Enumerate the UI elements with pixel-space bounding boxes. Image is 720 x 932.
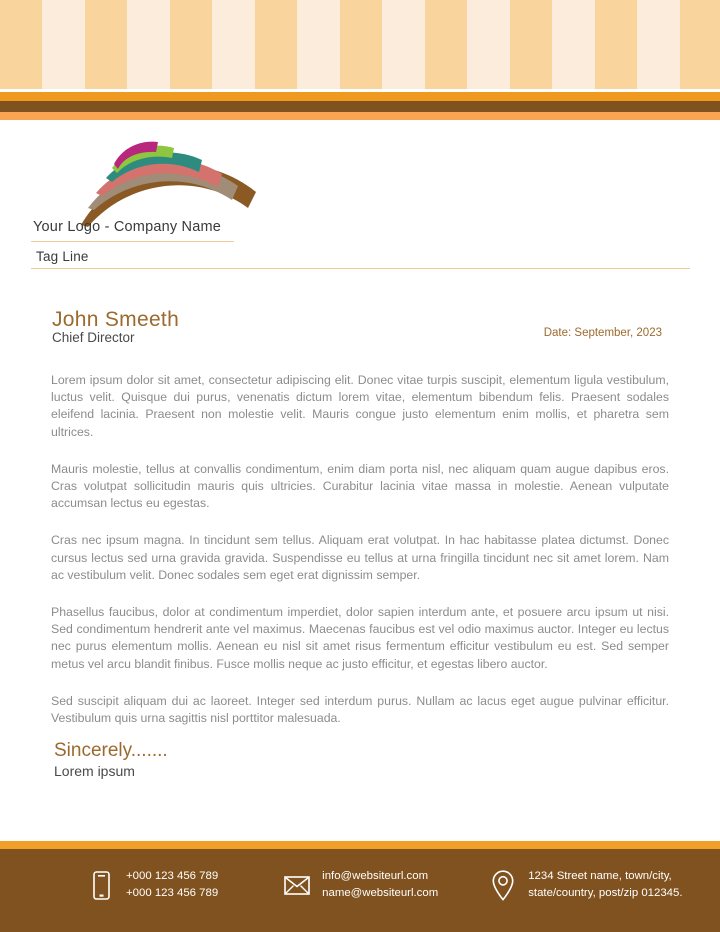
logo-name-divider	[31, 241, 234, 242]
header-stripe	[340, 0, 382, 89]
footer-phone-block	[88, 868, 218, 902]
footer-address-line1: 1234 Street name, town/city,	[528, 870, 672, 882]
footer-phone-text	[126, 868, 218, 902]
sender-name: John Smeeth	[52, 308, 180, 331]
footer	[0, 849, 720, 932]
envelope-icon	[284, 876, 310, 895]
header-stripe	[425, 0, 467, 89]
letter-paragraph: Cras nec ipsum magna. In tincidunt sem tellus. Aliquam erat volutpat. In hac habitasse platea dictumst. Donec cursus lectus sed urna gravida gravida. Suspendisse eu tellus at urna fringilla tincidunt nec sit amet lorem. Nam ac vestibulum velit. Donec sodales sem eget erat dignissim semper.	[51, 533, 669, 582]
footer-accent-bar	[0, 841, 720, 849]
footer-email-block	[284, 868, 438, 902]
header-stripe	[510, 0, 552, 89]
footer-address-text	[528, 868, 682, 902]
mobile-phone-icon	[88, 871, 114, 900]
header-stripe	[595, 0, 637, 89]
header-bar-orange-top	[0, 92, 720, 101]
letter-body	[51, 372, 669, 747]
header-bar-brown	[0, 101, 720, 112]
letter-date: Date: September, 2023	[543, 327, 662, 339]
logo-company-name: Your Logo - Company Name	[33, 219, 222, 235]
location-pin-icon	[490, 870, 516, 901]
letter-paragraph: Lorem ipsum dolor sit amet, consectetur adipiscing elit. Donec vitae turpis suscipit, elementum ligula vestibulum, luctus velit. Quisque dui purus, venenatis dictum lorem vitae, elementum bibendum felis. Praesent sodales eleifend lacinia. Praesent non molestie velit. Mauris congue justo elementum enim mollis, et pharetra sem ultrices.	[51, 373, 669, 439]
header-stripe	[680, 0, 720, 89]
tagline-divider	[31, 268, 690, 269]
signoff-name: Lorem ipsum	[54, 763, 135, 779]
header-stripe	[0, 0, 42, 89]
logo-tagline: Tag Line	[36, 249, 89, 264]
header-stripe	[255, 0, 297, 89]
letter-paragraph: Phasellus faucibus, dolor at condimentum imperdiet, dolor sapien interdum ante, et posuere arcu ipsum ut nisi. Sed condimentum hendrerit ante vel maximus. Maecenas faucibus est vel odio maximus auctor. Integer eu lectus nec purus elementum mollis. Aenean eu nisl sit amet risus fermentum efficitur vestibulum eu est. Sed semper metus vel arcu blandit finibus. Fusce mollis neque ac justo efficitur, et egestas libero auctor.	[51, 605, 669, 671]
signoff-closing: Sincerely.......	[54, 740, 168, 761]
footer-email-line2: name@websiteurl.com	[322, 887, 439, 899]
footer-phone-line1: +000 123 456 789	[126, 870, 219, 882]
footer-address-line2: state/country, post/zip 012345.	[528, 887, 683, 899]
letter-paragraph: Mauris molestie, tellus at convallis condimentum, enim diam porta nisl, nec aliquam quam augue dapibus eros. Cras volutpat sollicitudin mauris quis ultricies. Curabitur lacinia vitae massa in molestie. Aenean vulputate accumsan lectus eu egestas.	[51, 461, 669, 511]
footer-phone-line2: +000 123 456 789	[126, 887, 219, 899]
sender-title: Chief Director	[52, 330, 135, 345]
header-stripe	[85, 0, 127, 89]
header-stripe-band	[0, 0, 720, 89]
company-logo	[26, 130, 296, 230]
header-stripe	[170, 0, 212, 89]
letter-paragraph: Sed suscipit aliquam dui ac laoreet. Integer sed interdum purus. Nullam ac lacus eget augue pulvinar efficitur. Vestibulum quis urna sagittis nisl porttitor malesuada.	[51, 693, 669, 726]
header-bar-orange-bottom	[0, 112, 720, 120]
footer-address-block	[490, 868, 682, 902]
footer-email-text	[322, 868, 438, 902]
footer-email-line1: info@websiteurl.com	[322, 870, 429, 882]
